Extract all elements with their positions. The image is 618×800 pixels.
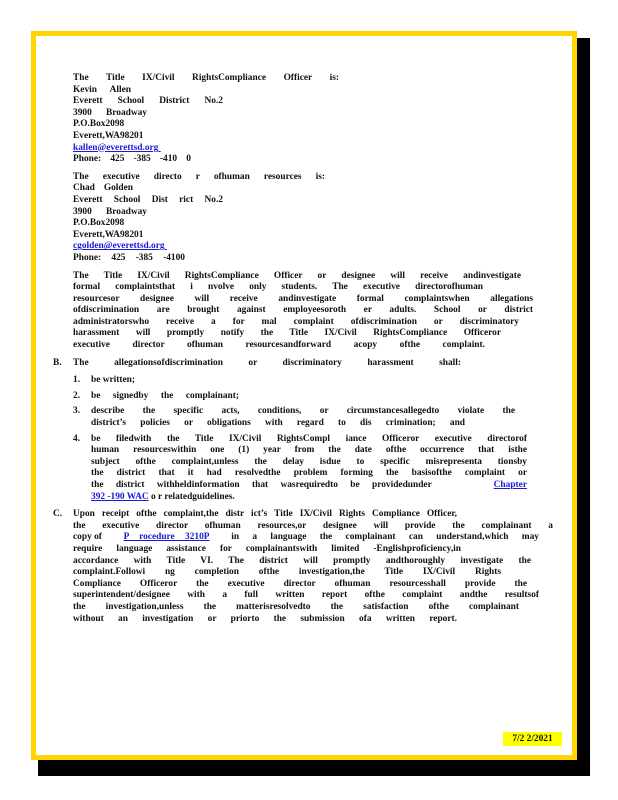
officer1-pobox: P.O.Box2098 [73,119,125,130]
para1-line: ofdiscrimination are brought against employeesoroth er adults. School or district [73,305,533,316]
list-item-number: 2. [73,390,81,401]
list-item-text: be filedwith the Title IX/Civil RightsCompl iance Officeror executive directorof [91,433,527,444]
list-item-text: be signedby the complainant; [91,390,239,401]
email-underline [158,143,194,155]
list-item-number: 3. [73,406,81,417]
list-item [73,434,553,504]
officer2-name: Chad Golden [73,183,133,194]
section-c-line: require language assistance for complainantswith limited -Englishproficiency,in [73,543,461,554]
section-c-line: the investigation,unless the matterisresolvedto the satisfaction ofthe complainant [73,601,519,612]
officer2-pobox: P.O.Box2098 [73,218,125,229]
officer1-name: Kevin Allen [73,84,131,95]
section-b-letter: B. [53,357,62,368]
section-c-line: complaint.Followi ng completion ofthe investigation,the Title IX/Civil Rights [73,567,501,578]
chapter-link[interactable]: Chapter [493,480,527,490]
officer2-city: Everett,WA98201 [73,229,144,240]
para1-line: formal complaintsthat i nvolve only students. The executive directorofhuman [73,282,483,293]
officer1-street: 3900 Broadway [73,107,147,118]
list-item-text: o r relatedguidelines. [148,491,235,502]
officer1-heading: The Title IX/Civil RightsCompliance Officer is: [73,73,339,83]
officer1-city: Everett,WA98201 [73,130,144,141]
wac-link[interactable]: 392 -190 WAC [91,491,149,502]
section-b [53,357,553,504]
officer1-email-link[interactable]: kallen@everettsd.org [73,142,159,153]
officer1-phone: Phone: 425 -385 -410 0 [73,154,191,165]
procedure-link[interactable]: P rocedure 3210P [123,532,210,543]
list-item-text: be written; [91,375,135,386]
list-item-text: the district withheldinformation that wasrequiredto be providedunder [91,480,432,490]
para1-line: The Title IX/Civil RightsCompliance Officer or designee will receive andinvestigate [73,270,521,281]
officer1-block [73,73,553,166]
officer2-email-link[interactable]: cgolden@everettsd.org [73,241,165,252]
para1-line: administratorswho receive a for mal complaint ofdiscrimination or discriminatory [73,316,519,327]
section-c-line: superintendent/designee with a full written report ofthe complaint andthe resultsof [73,590,539,601]
officer2-org: Everett School Dist rict No.2 [73,194,223,205]
section-c-letter: C. [53,509,63,520]
list-item [73,375,553,387]
list-item [73,391,553,403]
document-body [53,73,553,625]
para1-line: resourcesor designee will receive andinvestigate formal complaintswhen allegations [73,293,533,304]
officer2-block [73,172,553,265]
list-item-text: human resourceswithin one (1) year from the date ofthe occurrence that isthe [91,445,527,456]
section-c-line: in a language the complainant can understand,which may [231,532,539,543]
list-item-number: 4. [73,433,81,444]
officer2-street: 3900 Broadway [73,206,147,217]
section-c-line: accordance with Title VI. The district will promptly andthoroughly investigate the [73,555,531,566]
section-c-line: without an investigation or priorto the submission ofa written report. [73,613,457,624]
officer2-heading: The executive directo r ofhuman resources is: [73,171,325,182]
section-c-line: Upon receipt ofthe complaint,the distr ict’s Title IX/Civil Rights Compliance Officer, [73,509,457,520]
section-b-intro: The allegationsofdiscrimination or discriminatory harassment shall: [73,357,461,368]
list-item-text: district’s policies or obligations with regard to dis crimination; and [91,418,465,429]
list-item-number: 1. [73,375,81,386]
section-c-line: copy of [73,532,102,543]
list-item-text: the district that it had resolvedthe problem forming the basisofthe complaint or [91,468,527,479]
section-c-line: the executive director ofhuman resources,or designee will provide the complainant a [73,520,553,531]
email-underline [165,241,205,253]
section-c [53,509,553,625]
officer2-phone: Phone: 425 -385 -4100 [73,252,185,263]
list-item-text: describe the specific acts, conditions, or circumstancesallegedto violate the [91,406,515,417]
section-c-line: Compliance Officeror the executive director ofhuman resourcesshall provide the [73,578,527,589]
para1-line: harassment will promptly notify the Title IX/Civil RightsCompliance Officeror [73,328,501,339]
complaint-intake-paragraph [73,271,553,352]
list-item-text: subject ofthe complaint,unless the delay isdue to specific misrepresenta tionsby [91,456,527,467]
revision-date: 7/2 2/2021 [503,732,562,746]
list-item [73,406,553,429]
officer1-org: Everett School District No.2 [73,96,223,107]
para1-line: executive director ofhuman resourcesandforward acopy ofthe complaint. [73,340,485,351]
